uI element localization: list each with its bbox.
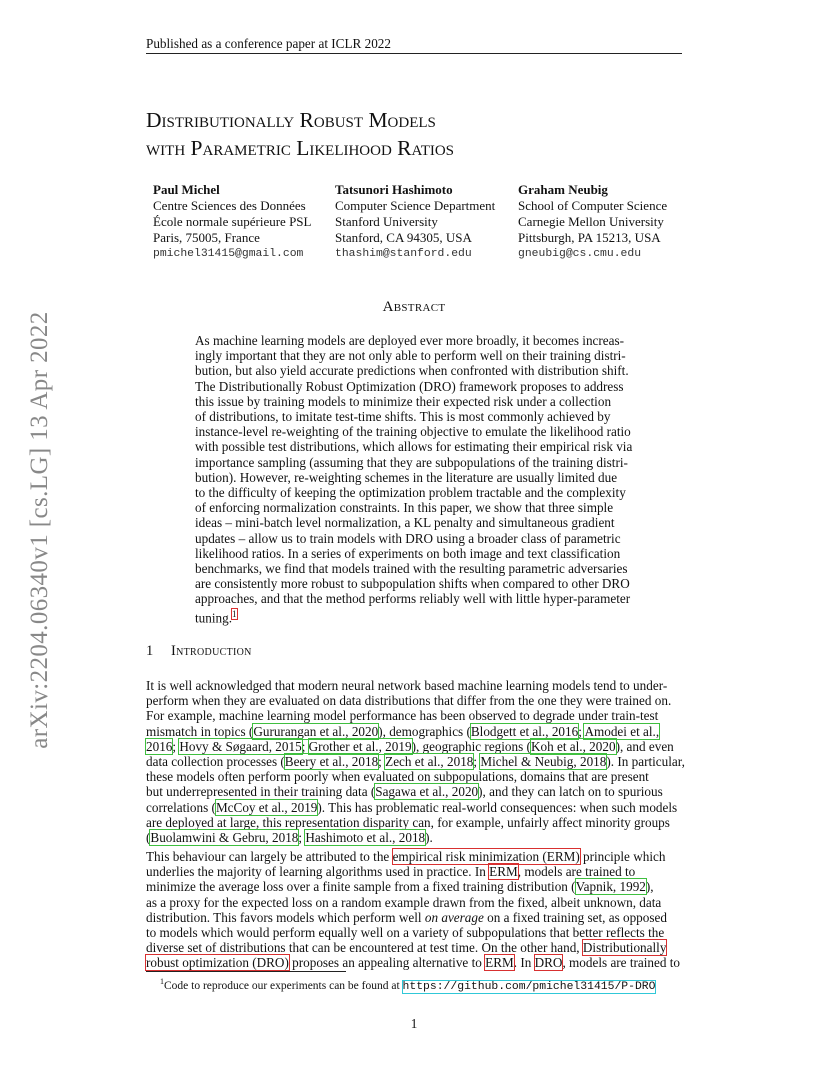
citation-link[interactable]: Vapnik, 1992 (575, 879, 646, 895)
text-line: perform when they are evaluated on data distributions that differ from the one they were trained on. (146, 693, 672, 709)
author-affiliation: Paris, 75005, France (153, 230, 260, 245)
author-affiliation: Centre Sciences des Données (153, 198, 306, 213)
arxiv-sidebar (10, 300, 70, 760)
text-run: ; (172, 738, 180, 754)
abstract-line: updates – allow us to train models with DRO using a broader class of parametric (195, 530, 621, 546)
abstract-line: benchmarks, we find that models trained with the resulting parametric adversaries (195, 561, 628, 577)
author-email: thashim@stanford.edu (335, 248, 472, 260)
text-run: ; (301, 738, 309, 754)
author-affiliation: Stanford, CA 94305, USA (335, 230, 472, 245)
acronym-link[interactable]: ERM (485, 955, 514, 971)
abstract-line: ingly important that they are not only able to perform well on their training distri- (195, 348, 626, 364)
text-line (146, 754, 684, 769)
text-line (146, 849, 684, 864)
text-run: ). This has problematic real-world consequences: when such models (317, 799, 678, 815)
section-title: Introduction (171, 643, 252, 659)
text-line: to models which would perform equally well on a variety of subpopulations that better reflects the (146, 925, 665, 941)
text-line: It is well acknowledged that modern neural network based machine learning models tend to under- (146, 678, 668, 693)
text-run: correlations ( (146, 799, 216, 815)
citation-link[interactable]: Sagawa et al., 2020 (375, 784, 479, 800)
text-line (146, 910, 684, 925)
code-url-link[interactable]: https://github.com/pmichel31415/P-DRO (402, 980, 656, 993)
abstract-line: instance-level re-weighting of the training objective to emulate the likelihood ratio (195, 424, 631, 440)
header-rule (146, 53, 682, 54)
author-block-2 (335, 182, 495, 262)
title-line-1: Distributionally Robust Models (146, 108, 436, 132)
text-line (146, 800, 684, 815)
citation-link[interactable]: Koh et al., 2020 (530, 738, 616, 754)
text-line (146, 739, 684, 754)
text-run: but underrepresented in their training data ( (146, 784, 376, 800)
emphasis-text: on average (424, 909, 484, 925)
abstract-line (195, 607, 635, 626)
text-run: , models are trained to (562, 955, 681, 971)
text-line (146, 724, 684, 739)
text-line: these models often perform poorly when evaluated on subpopulations, domains that are present (146, 769, 649, 785)
text-run: ), demographics ( (378, 723, 471, 739)
citation-link[interactable]: Blodgett et al., 2016 (470, 723, 579, 739)
citation-link[interactable]: Amodei et al., (584, 723, 660, 739)
citation-link[interactable]: Hashimoto et al., 2018 (305, 830, 426, 846)
abstract-line: As machine learning models are deployed ever more broadly, it becomes increas- (195, 333, 625, 348)
text-run: , models are trained to (517, 864, 636, 880)
abstract-line: approaches, and that the method performs reliably well with little hyper-parameter (195, 591, 631, 607)
citation-link[interactable]: McCoy et al., 2019 (215, 799, 318, 815)
text-run: ), geographic regions ( (411, 738, 531, 754)
text-run: ( (146, 830, 151, 846)
citation-link[interactable]: Zech et al., 2018 (385, 754, 474, 770)
text-run: mismatch in topics ( (146, 723, 254, 739)
intro-paragraph-1 (146, 678, 684, 845)
abstract-line: of distributions, to imitate test-time shifts. This is most commonly achieved by (195, 409, 611, 425)
author-affiliation: Computer Science Department (335, 198, 496, 213)
text-run: diverse set of distributions that can be encountered at test time. On the other hand, (146, 940, 583, 956)
abstract-heading: Abstract (382, 299, 446, 315)
text-line (146, 830, 684, 845)
footnote-mark: 1 (160, 977, 164, 986)
abstract-line: bution, but also yield accurate predictions when confronted with distribution shift. (195, 363, 629, 379)
footnote-link[interactable]: 1 (232, 608, 237, 619)
author-email: pmichel31415@gmail.com (153, 248, 304, 260)
abstract-line: to the difficulty of keeping the optimization problem tractable and the complexity (195, 485, 626, 501)
acronym-link[interactable]: empirical risk minimization (ERM) (392, 849, 580, 864)
abstract-line: bution). However, re-weighting schemes in the literature are usually limited due (195, 469, 618, 485)
citation-link[interactable]: Beery et al., 2018 (284, 754, 379, 770)
text-line (146, 955, 684, 970)
abstract-line: ideas – mini-batch level normalization, a KL penalty and simultaneous gradient (195, 515, 615, 531)
author-email: gneubig@cs.cmu.edu (518, 248, 642, 260)
text-run: distribution. This favors models which perform well (146, 909, 425, 925)
author-affiliation: Stanford University (335, 214, 438, 229)
author-affiliation: École normale supérieure PSL (153, 214, 312, 229)
author-name: Graham Neubig (518, 182, 608, 197)
abstract-body (195, 333, 635, 625)
acronym-link[interactable]: robust optimization (DRO) (146, 955, 289, 971)
abstract-line: likelihood ratios. In a series of experiments on both image and text classification (195, 545, 621, 561)
text-run: ; (378, 754, 386, 770)
acronym-link[interactable]: Distributionally (582, 940, 667, 956)
footnote (160, 977, 655, 993)
section-number: 1 (146, 643, 154, 659)
author-name: Paul Michel (153, 182, 220, 197)
author-block-1 (153, 182, 311, 262)
abstract-line: are consistently more robust to subpopulation shifts when compared to other DRO (195, 576, 630, 592)
text-run: ). In particular, (606, 754, 685, 770)
text-run: ). (425, 830, 433, 846)
text-line: For example, machine learning model performance has been observed to degrade under train-test (146, 708, 659, 724)
paper-title (146, 106, 454, 162)
acronym-link[interactable]: ERM (489, 864, 518, 880)
abstract-line-text: tuning. (195, 610, 232, 626)
text-run: underlies the majority of learning algorithms used in practice. In (146, 864, 490, 880)
text-run: proposes an appealing alternative to (288, 955, 486, 971)
intro-paragraph-2 (146, 849, 684, 971)
text-run: data collection processes ( (146, 754, 285, 770)
citation-link[interactable]: Grother et al., 2019 (308, 738, 412, 754)
citation-link[interactable]: Gururangan et al., 2020 (253, 723, 379, 739)
text-line: are deployed at large, this representation disparity can, for example, unfairly affect minority groups (146, 814, 670, 830)
citation-link[interactable]: Michel & Neubig, 2018 (480, 754, 607, 770)
text-line: as a proxy for the expected loss on a random example drawn from the fixed, albeit unknown, data (146, 894, 662, 910)
text-run: ; (473, 754, 481, 770)
author-name: Tatsunori Hashimoto (335, 182, 453, 197)
text-run: minimize the average loss over a finite sample from a fixed training distribution ( (146, 879, 576, 895)
author-affiliation: Carnegie Mellon University (518, 214, 664, 229)
footnote-rule (146, 971, 346, 972)
text-run: ), (645, 879, 654, 895)
author-block-3 (518, 182, 667, 262)
citation-link[interactable]: 2016 (146, 738, 173, 754)
text-run: . In (513, 955, 535, 971)
citation-link[interactable]: Buolamwini & Gebru, 2018 (150, 830, 299, 846)
abstract-line: of enforcing normalization constraints. In this paper, we show that three simple (195, 500, 614, 516)
text-line (146, 784, 684, 799)
abstract-line: The Distributionally Robust Optimization (DRO) framework proposes to address (195, 378, 624, 394)
page-number: 1 (410, 1016, 418, 1031)
author-affiliation: School of Computer Science (518, 198, 668, 213)
acronym-link[interactable]: DRO (534, 955, 563, 971)
text-line (146, 879, 684, 894)
citation-link[interactable]: Hovy & Søgaard, 2015 (179, 738, 302, 754)
text-run: This behaviour can largely be attributed to the (146, 849, 393, 864)
author-affiliation: Pittsburgh, PA 15213, USA (518, 230, 661, 245)
text-run: ), and they can latch on to spurious (478, 784, 663, 800)
text-run: ), and even (615, 738, 674, 754)
arxiv-id-stamp: arXiv:2204.06340v1 [cs.LG] 13 Apr 2022 (26, 311, 53, 749)
running-header: Published as a conference paper at ICLR 2022 (146, 36, 391, 51)
text-run: principle which (579, 849, 666, 864)
text-run: on a fixed training set, as opposed (483, 909, 667, 925)
title-line-2: with Parametric Likelihood Ratios (146, 136, 455, 160)
text-run: ; (578, 723, 585, 739)
text-line (146, 940, 684, 955)
abstract-line: importance sampling (assuming that they are subpopulations of the training distri- (195, 454, 628, 470)
abstract-line: this issue by training models to minimize their expected risk under a collection (195, 393, 612, 409)
section-heading (146, 643, 252, 660)
footnote-text: Code to reproduce our experiments can be found at (164, 979, 403, 992)
abstract-line: with possible test distributions, which allows for estimating their empirical risk via (195, 439, 633, 455)
text-run: ; (298, 830, 306, 846)
text-line (146, 864, 684, 879)
